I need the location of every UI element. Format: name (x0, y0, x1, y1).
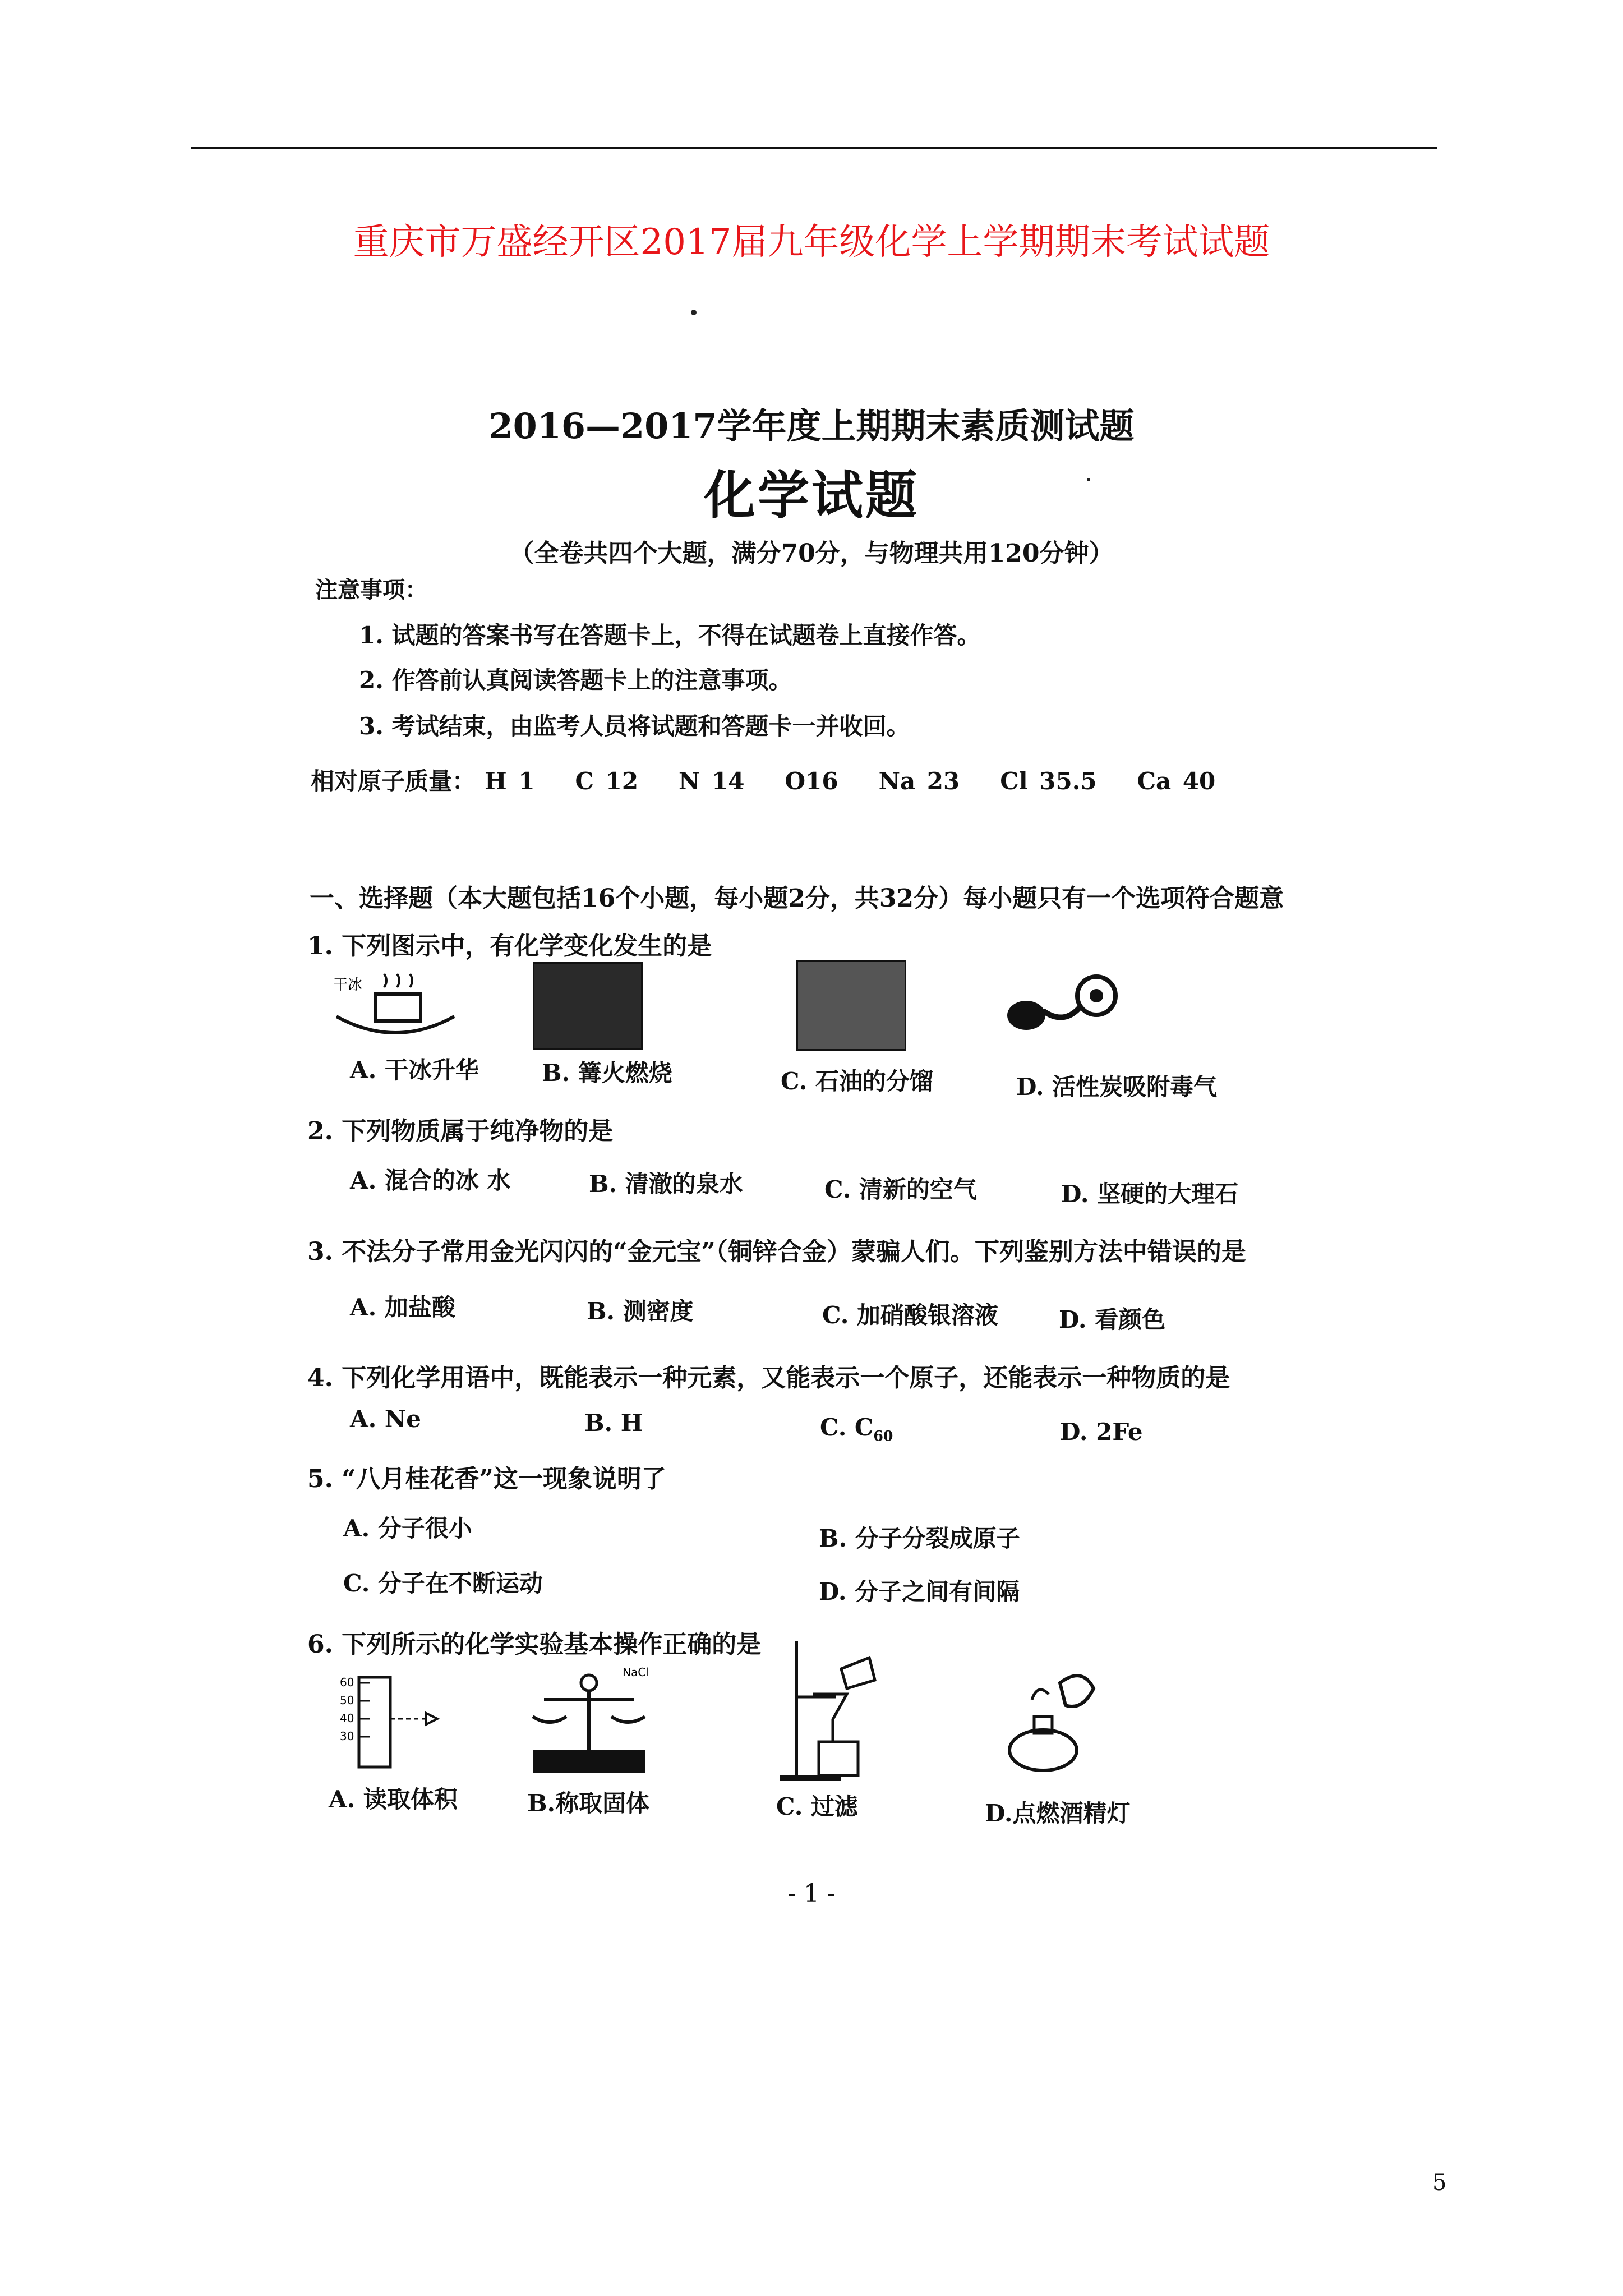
exam-subtitle: 2016—2017学年度上期期末素质测试题 (488, 406, 1135, 447)
option-a: A. 分子很小 (343, 1515, 472, 1542)
option-d: D. 坚硬的大理石 (1061, 1180, 1239, 1208)
graduated-cylinder-figure (336, 1666, 449, 1773)
corner-page-number: 5 (1432, 2170, 1447, 2196)
note-item: 3. 考试结束，由监考人员将试题和答题卡一并收回。 (359, 712, 910, 740)
option-b: B. 清澈的泉水 (589, 1170, 743, 1198)
option-d: D.点燃酒精灯 (985, 1800, 1131, 1827)
bonfire-photo (533, 962, 643, 1050)
option-d: D. 看颜色 (1059, 1306, 1166, 1333)
option-a: A. 加盐酸 (350, 1294, 455, 1321)
question-stem: 3. 不法分子常用金光闪闪的“金元宝”（铜锌合金）蒙骗人们。下列鉴别方法中错误的是 (307, 1237, 1246, 1266)
section-heading: 一、选择题（本大题包括16个小题，每小题2分，共32分）每小题只有一个选项符合题意 (310, 884, 1284, 913)
scan-speck (691, 310, 697, 315)
question-stem: 4. 下列化学用语中，既能表示一种元素，又能表示一个原子，还能表示一种物质的是 (307, 1364, 1230, 1392)
exam-title: 化学试题 (703, 465, 919, 526)
cylinder-mark: 60 (340, 1676, 354, 1689)
subscript: 60 (873, 1427, 893, 1444)
option-a: A. Ne (350, 1405, 421, 1433)
option-c: C. 过滤 (776, 1793, 858, 1820)
question-stem: 5. “八月桂花香”这一现象说明了 (307, 1465, 666, 1493)
oil-refinery-photo (796, 960, 906, 1051)
option-d: D. 分子之间有间隔 (819, 1578, 1020, 1605)
option-c: C. 清新的空气 (824, 1176, 977, 1203)
filtration-figure (774, 1635, 886, 1787)
note-item: 2. 作答前认真阅读答题卡上的注意事项。 (359, 666, 792, 694)
atomic-mass-item: Cl 35.5 (1000, 767, 1097, 795)
atomic-mass-item: N 14 (679, 767, 745, 795)
option-b: B.称取固体 (527, 1789, 650, 1817)
exam-info: （全卷共四个大题，满分70分，与物理共用120分钟） (509, 539, 1114, 568)
option-a: A. 读取体积 (329, 1786, 458, 1813)
dry-ice-label: 干冰 (333, 977, 363, 993)
atomic-mass-label: 相对原子质量： (311, 767, 476, 795)
atomic-mass-item: C 12 (575, 767, 639, 795)
header-rule (191, 147, 1437, 149)
cylinder-mark: 40 (340, 1711, 354, 1725)
notes-heading: 注意事项： (315, 577, 427, 603)
alcohol-lamp-figure (998, 1660, 1110, 1778)
option-b: B. 分子分裂成原子 (819, 1525, 1020, 1552)
option-b: B. 篝火燃烧 (542, 1059, 672, 1087)
document-title: 重庆市万盛经开区2017届九年级化学上学期期末考试试题 (353, 222, 1270, 263)
option-a: A. 混合的冰 水 (350, 1167, 511, 1194)
option-c (820, 1414, 893, 1444)
dry-ice-figure (331, 965, 460, 1043)
cylinder-mark: 50 (340, 1694, 354, 1707)
option-b: B. H (584, 1409, 643, 1437)
cylinder-mark: 30 (340, 1729, 354, 1743)
note-item: 1. 试题的答案书写在答题卡上，不得在试题卷上直接作答。 (359, 622, 981, 649)
atomic-mass-line (311, 763, 1256, 797)
option-c: C. 石油的分馏 (781, 1068, 933, 1095)
atomic-mass-item: O16 (785, 767, 838, 795)
balance-label: NaCl (623, 1665, 649, 1679)
option-d: D. 2Fe (1060, 1418, 1143, 1446)
question-stem: 6. 下列所示的化学实验基本操作正确的是 (307, 1630, 762, 1659)
gas-mask-figure (1004, 965, 1122, 1038)
atomic-mass-item: Ca 40 (1137, 767, 1216, 795)
page-number: - 1 - (787, 1879, 836, 1908)
question-stem: 1. 下列图示中，有化学变化发生的是 (307, 932, 712, 960)
question-stem: 2. 下列物质属于纯净物的是 (307, 1117, 614, 1145)
atomic-mass-item: H 1 (485, 767, 535, 795)
balance-figure (522, 1660, 656, 1778)
option-c: C. 分子在不断运动 (343, 1570, 543, 1597)
option-d: D. 活性炭吸附毒气 (1016, 1073, 1218, 1101)
option-c-text: C. C (820, 1414, 874, 1441)
option-b: B. 测密度 (587, 1297, 694, 1325)
option-a: A. 干冰升华 (350, 1056, 479, 1084)
atomic-mass-item: Na 23 (878, 767, 960, 795)
option-c: C. 加硝酸银溶液 (822, 1301, 998, 1329)
